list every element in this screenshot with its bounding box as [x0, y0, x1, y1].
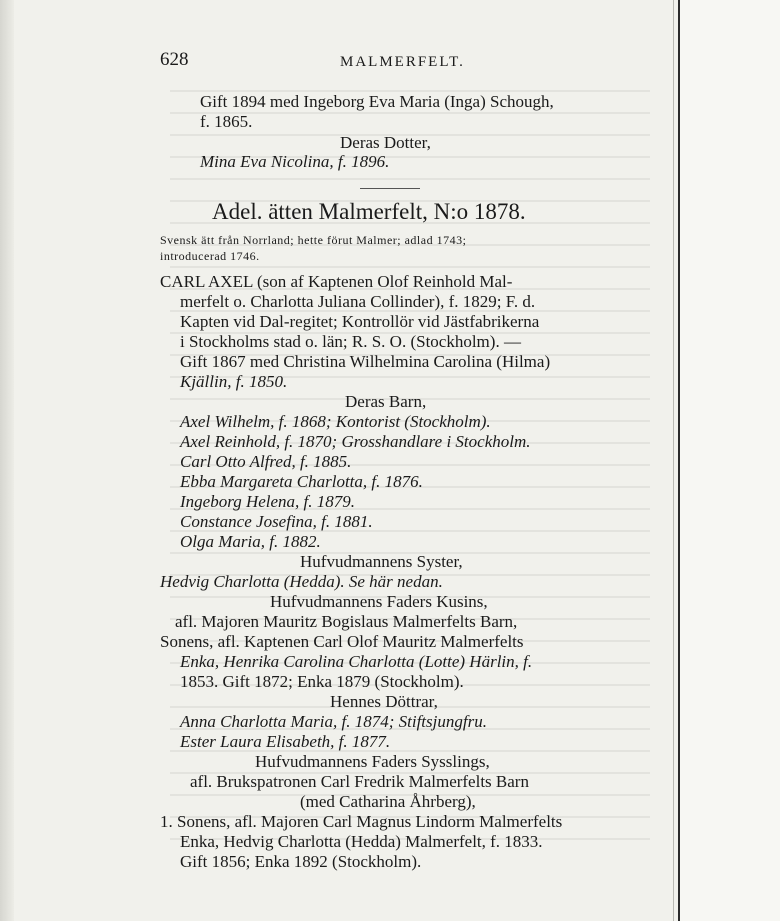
text-line: Deras Dotter,: [340, 133, 431, 152]
text-line: 1853. Gift 1872; Enka 1879 (Stockholm).: [180, 672, 464, 691]
text-line: Hufvudmannens Faders Sysslings,: [255, 752, 490, 771]
text-line: CARL AXEL (son af Kaptenen Olof Reinhold Mal-: [160, 272, 513, 291]
text-line: Axel Reinhold, f. 1870; Grosshandlare i Stockholm.: [180, 432, 531, 451]
text-line: Enka, Hedvig Charlotta (Hedda) Malmerfelt, f. 1833.: [180, 832, 543, 851]
text-line: Gift 1856; Enka 1892 (Stockholm).: [180, 852, 422, 871]
text-line: Hedvig Charlotta (Hedda). Se här nedan.: [160, 572, 443, 591]
text-line: Kapten vid Dal-regitet; Kontrollör vid Jästfabrikerna: [180, 312, 540, 331]
text-line: Gift 1894 med Ingeborg Eva Maria (Inga) Schough,: [200, 92, 554, 111]
page-number: 628: [160, 49, 189, 70]
page-left-edge: [0, 0, 14, 921]
text-line: afl. Majoren Mauritz Bogislaus Malmerfelts Barn,: [175, 612, 518, 631]
text-line: Carl Otto Alfred, f. 1885.: [180, 452, 352, 471]
running-head: MALMERFELT.: [340, 54, 465, 70]
text-line: Deras Barn,: [345, 392, 427, 411]
page-right-shadow: [673, 0, 674, 921]
text-line: Mina Eva Nicolina, f. 1896.: [200, 152, 390, 171]
text-line: Hufvudmannens Syster,: [300, 552, 463, 571]
text-line: introducerad 1746.: [160, 249, 260, 263]
text-line: Gift 1867 med Christina Wilhelmina Carolina (Hilma): [180, 352, 551, 371]
text-line: Svensk ätt från Norrland; hette förut Malmer; adlad 1743;: [160, 233, 467, 247]
text-line: Constance Josefina, f. 1881.: [180, 512, 373, 531]
text-line: Ester Laura Elisabeth, f. 1877.: [180, 732, 391, 751]
text-line: Sonens, afl. Kaptenen Carl Olof Mauritz Malmerfelts: [160, 632, 524, 651]
text-line: merfelt o. Charlotta Juliana Collinder), f. 1829; F. d.: [180, 292, 536, 311]
text-line: Hufvudmannens Faders Kusins,: [270, 592, 488, 611]
text-line: Ingeborg Helena, f. 1879.: [180, 492, 356, 511]
text-line: Ebba Margareta Charlotta, f. 1876.: [180, 472, 423, 491]
text-line: Anna Charlotta Maria, f. 1874; Stiftsjungfru.: [180, 712, 487, 731]
text-line: Enka, Henrika Carolina Charlotta (Lotte) Härlin, f.: [180, 652, 533, 671]
text-line: Axel Wilhelm, f. 1868; Kontorist (Stockholm).: [180, 412, 491, 431]
text-line: Hennes Döttrar,: [330, 692, 438, 711]
text-line: Olga Maria, f. 1882.: [180, 532, 321, 551]
section-rule: [360, 188, 420, 189]
text-line: afl. Brukspatronen Carl Fredrik Malmerfelts Barn: [190, 772, 529, 791]
text-line: Kjällin, f. 1850.: [180, 372, 288, 391]
text-line: f. 1865.: [200, 112, 253, 131]
text-line: (med Catharina Åhrberg),: [300, 792, 476, 811]
text-line: 1. Sonens, afl. Majoren Carl Magnus Lindorm Malmerfelts: [160, 812, 563, 831]
facing-page-strip: [680, 0, 780, 921]
text-line: i Stockholms stad o. län; R. S. O. (Stockholm). —: [180, 332, 521, 351]
section-heading: Adel. ätten Malmerfelt, N:o 1878.: [212, 199, 526, 224]
